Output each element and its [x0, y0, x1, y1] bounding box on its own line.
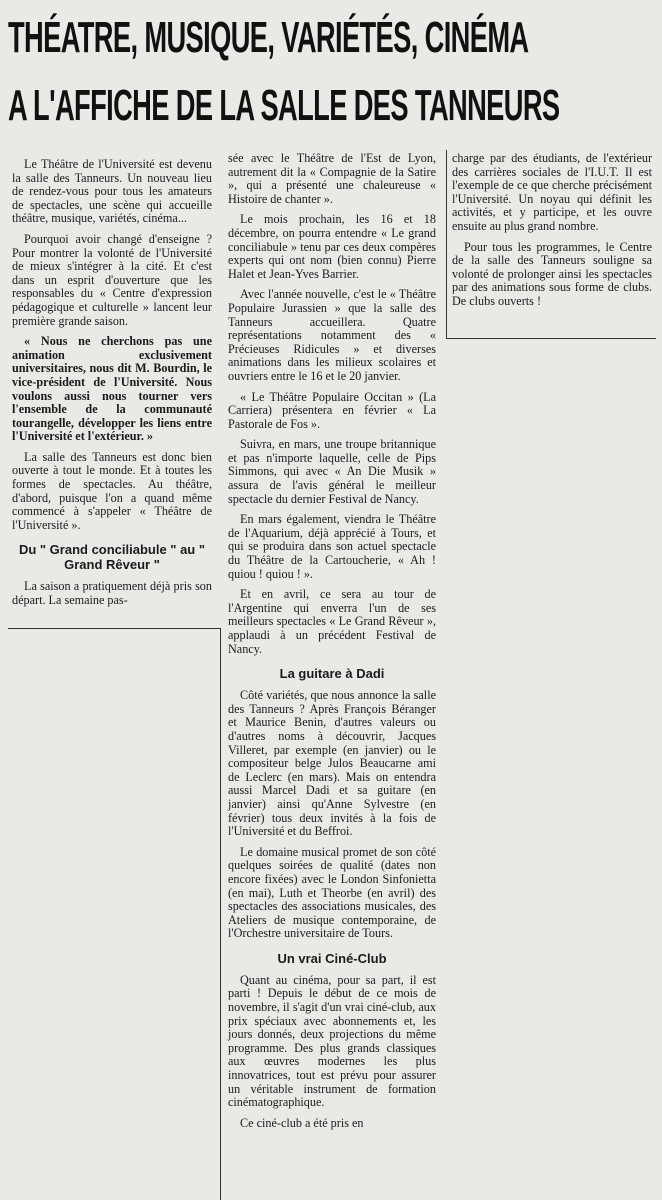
headline-line-1: THÉATRE, MUSIQUE, VARIÉTÉS, CINÉMA: [8, 13, 529, 62]
paragraph: Avec l'année nouvelle, c'est le « Théâtre Populaire Jurassien » que la salle des Tanneurs accueillera. Quatre représentations notamment des « Précieuses Ridicules » et diverses animations dans les milieux scolaires et ouvriers entre le 16 et le 20 janvier.: [228, 287, 436, 383]
paragraph: charge par des étudiants, de l'extérieur des carrières sociales de l'I.U.T. Il est l'exemple de ce que cherche précisément l'Université. Un noyau qui définit les activités, et y participe, et les ouvre ensuite au plus grand nombre.: [452, 151, 652, 233]
article-column-1: [12, 158, 212, 615]
paragraph: sée avec le Théâtre de l'Est de Lyon, autrement dit la « Compagnie de la Satire », qui a présenté une chaleureuse « Histoire de chanter ».: [228, 151, 436, 206]
paragraph: En mars également, viendra le Théâtre de l'Aquarium, déjà apprécié à Tours, et qui se produira dans son actuel spectacle du Théâtre de la Cartoucherie, « Ah ! quiou ! quiou ! ».: [228, 512, 436, 581]
article-column-3: [452, 152, 652, 316]
paragraph: Le mois prochain, les 16 et 18 décembre, on pourra entendre « Le grand conciliabule » tenu par ces deux compères experts qui ont nom (bien connu) Pierre Halet et Jean-Yves Barrier.: [228, 212, 436, 281]
paragraph: Le Théâtre de l'Université est devenu la salle des Tanneurs. Un nouveau lieu de rendez-vous pour tous les amateurs de spectacles, une scène qui accueille théâtre, musique, variétés, cinéma...: [12, 157, 212, 226]
paragraph: Quant au cinéma, pour sa part, il est parti ! Depuis le début de ce mois de novembre, il s'agit d'un vrai ciné-club, aux prix spéciaux avec abonnements et, les jours donnés, deux projections du même programme. Des plus grands classiques aux œuvres modernes les plus innovatrices, tout est prévu pour assurer un véritable instrument de formation cinématographique.: [228, 972, 436, 1110]
column-rule: [446, 338, 656, 339]
subheading: La guitare à Dadi: [279, 666, 385, 682]
headline-line-2: A L'AFFICHE DE LA SALLE DES TANNEURS: [8, 81, 560, 130]
article-column-2: [228, 152, 436, 1137]
column-rule: [8, 628, 220, 629]
column-rule: [220, 628, 221, 1200]
paragraph: La salle des Tanneurs est donc bien ouverte à tout le monde. Et à toutes les formes de spectacles. Au théâtre, d'abord, puisque l'on a quand même commencé à s'appeler « Théâtre de l'Université ».: [12, 449, 212, 532]
paragraph: La saison a pratiquement déjà pris son départ. La semaine pas-: [12, 579, 212, 608]
paragraph: Suivra, en mars, une troupe britannique et pas n'importe laquelle, celle de Pips Simmons, qui avec « An Die Musik » assura de l'avis général le meilleur spectacle du dernier Festival de Nancy.: [228, 437, 436, 506]
paragraph: Côté variétés, que nous annonce la salle des Tanneurs ? Après François Béranger et Maurice Benin, d'autres valeurs ou d'autres noms à découvrir, Jacques Villeret, par exemple (en janvier) ou le compositeur belge Julos Beaucarne ami de Leclerc (en mars). Mais on entendra aussi Marcel Dadi et sa guitare (en janvier) ainsi qu'Anne Sylvestre (en février) tous deux invités à la fois de l'Université et du Beffroi.: [228, 688, 436, 839]
subheading: Du " Grand conciliabule " au " Grand Rêveur ": [18, 542, 206, 573]
paragraph: Ce ciné-club a été pris en: [240, 1115, 364, 1130]
paragraph: Pourquoi avoir changé d'enseigne ? Pour montrer la volonté de l'Université de mieux s'intégrer à la cité. Et c'est dans un esprit d'ouverture que les responsables du « Centre d'expression pédagogique et culturelle » lancent leur première grande saison.: [12, 231, 212, 328]
paragraph: Le domaine musical promet de son côté quelques soirées de qualité (dates non encore fixées) avec le London Sinfonietta (en mai), Luth et Theorbe (en avril) des spectacles des associations musicales, des Ateliers de musique contemporaine, de l'Orchestre universitaire de Tours.: [228, 844, 436, 941]
subheading: Un vrai Ciné-Club: [277, 950, 387, 966]
paragraph: Et en avril, ce sera au tour de l'Argentine qui enverra l'un de ses meilleurs spectacles « Le Grand Rêveur », applaudi à un précédent Festival de Nancy.: [228, 587, 436, 656]
paragraph: « Le Théâtre Populaire Occitan » (La Carriera) présentera en février « La Pastorale de Fos ».: [228, 389, 436, 431]
paragraph: Pour tous les programmes, le Centre de la salle des Tanneurs souligne sa volonté de prolonger ainsi les spectacles par des animations sous forme de clubs. De clubs ouverts !: [452, 239, 652, 308]
quote-paragraph: « Nous ne cherchons pas une animation exclusivement universitaires, nous dit M. Bourdin, le vice-président de l'Université. Nous voulons aussi nous tourner vers l'ensemble de la communauté tourangelle, développer les liens entre l'Université et l'extérieur. »: [12, 334, 212, 444]
column-rule: [446, 150, 447, 338]
